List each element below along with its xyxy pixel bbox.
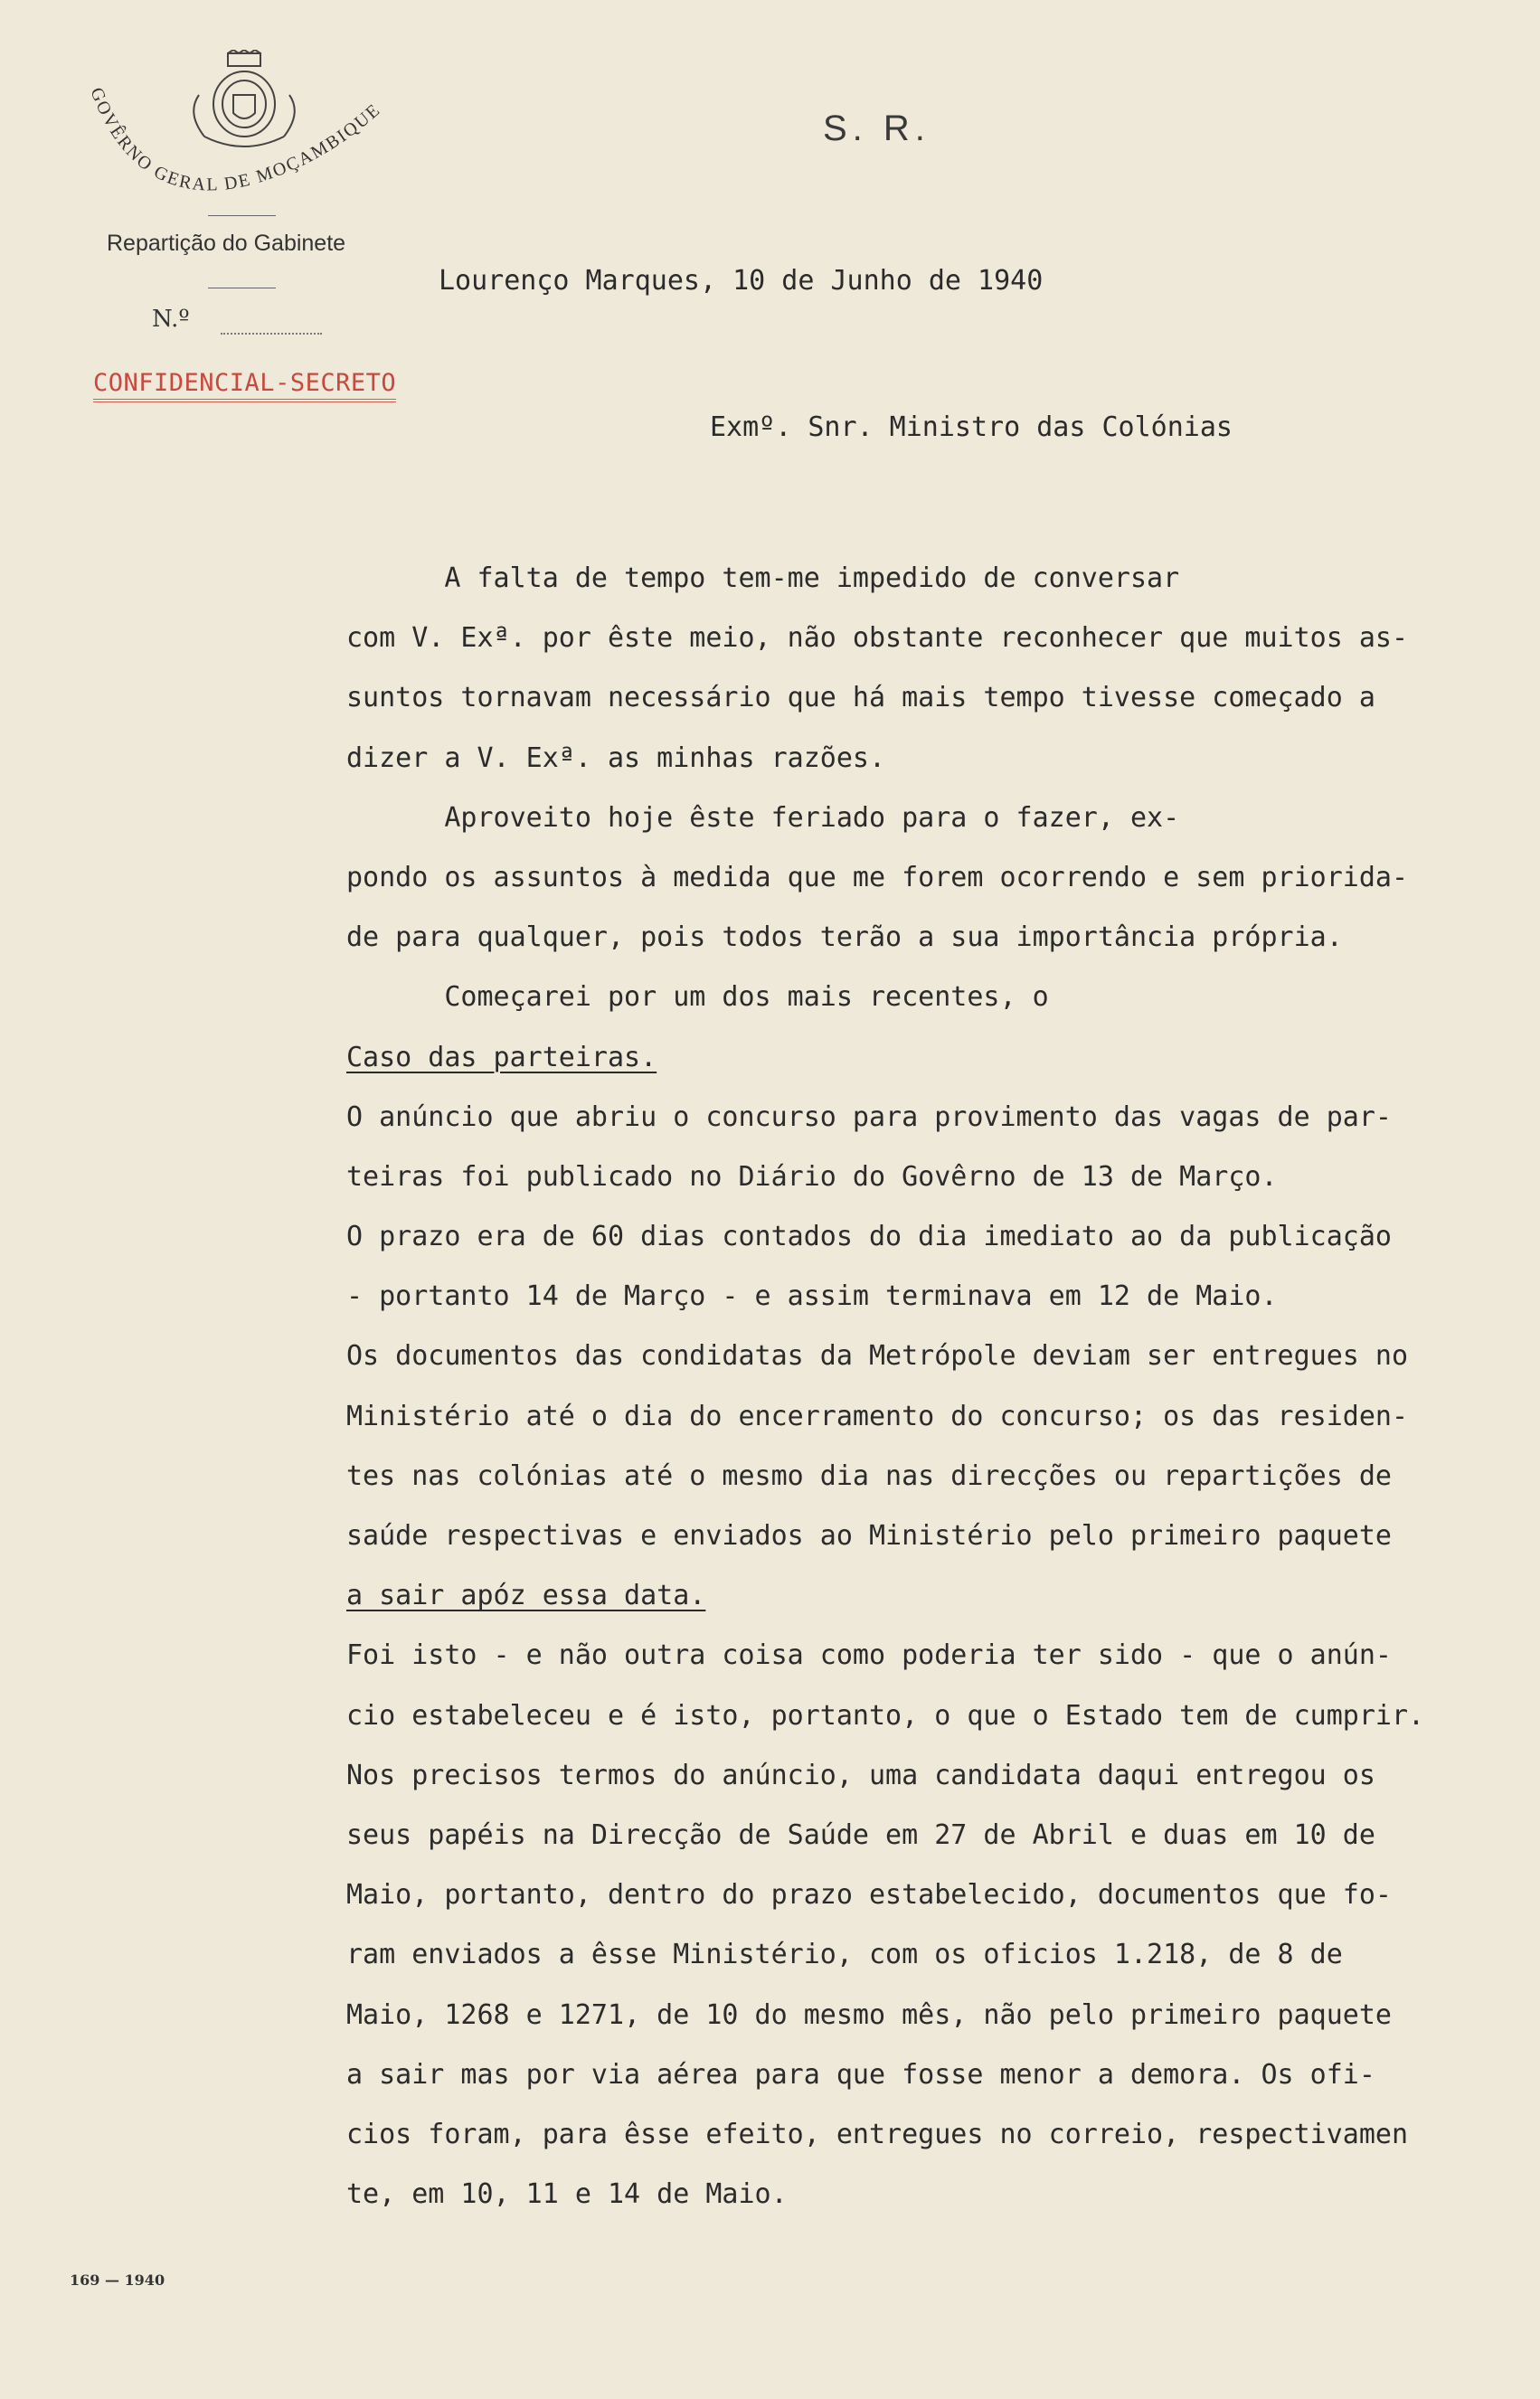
addressee-line: Exmº. Snr. Ministro das Colónias (710, 411, 1233, 443)
form-code: 169 — 1940 (70, 2271, 165, 2289)
body-line: de para qualquer, pois todos terão a sua importância própria. (346, 921, 1343, 954)
body-line: Ministério até o dia do encerramento do concurso; os das residen- (346, 1400, 1408, 1432)
letterhead-arc-text (54, 54, 434, 253)
body-line: te, em 10, 11 e 14 de Maio. (346, 2178, 788, 2211)
svg-text:GOVÊRNO GERAL DE MOÇAMBIQUE (86, 85, 384, 195)
body-line (346, 1573, 1522, 1633)
divider-line (208, 215, 276, 216)
body-line: Começarei por um dos mais recentes, o (346, 981, 1049, 1014)
body-line: a sair mas por via aérea para que fosse menor a demora. Os ofi- (346, 2058, 1375, 2091)
body-line: Os documentos das condidatas da Metrópole deviam ser entregues no (346, 1340, 1408, 1373)
body-line: suntos tornavam necessário que há mais tempo tivesse começado a (346, 682, 1375, 714)
body-line: Maio, 1268 e 1271, de 10 do mesmo mês, não pelo primeiro paquete (346, 1998, 1392, 2031)
sr-heading: S. R. (823, 109, 931, 148)
body-line: Maio, portanto, dentro do prazo estabelecido, documentos que fo- (346, 1879, 1392, 1912)
body-line: cios foram, para êsse efeito, entregues no correio, respectivamen (346, 2118, 1408, 2150)
body-line: Nos precisos termos do anúncio, uma candidata daqui entregou os (346, 1759, 1375, 1791)
classification-stamp: CONFIDENCIAL-SECRETO (93, 369, 396, 402)
numero-label: N.º (152, 306, 190, 333)
department-label: Repartição do Gabinete (107, 231, 346, 256)
letterhead-arc-label: GOVÊRNO GERAL DE MOÇAMBIQUE (86, 84, 385, 195)
letter-body (346, 556, 1522, 2232)
body-line: cio estabeleceu e é isto, portanto, o que o Estado tem de cumprir. (346, 1699, 1425, 1732)
body-line: ram enviados a êsse Ministério, com os oficios 1.218, de 8 de (346, 1939, 1343, 1971)
body-line: tes nas colónias até o mesmo dia nas direcções ou repartições de (346, 1459, 1392, 1492)
body-line: - portanto 14 de Março - e assim terminava em 12 de Maio. (346, 1280, 1278, 1313)
numero-blank-line (221, 333, 322, 335)
body-line: dizer a V. Exª. as minhas razões. (346, 741, 886, 774)
body-line: com V. Exª. por êste meio, não obstante reconhecer que muitos as- (346, 622, 1408, 655)
body-line: saúde respectivas e enviados ao Ministério pelo primeiro paquete (346, 1520, 1392, 1552)
body-line: Aproveito hoje êste feriado para o fazer, ex- (346, 801, 1180, 834)
body-line: O anúncio que abriu o concurso para provimento das vagas de par- (346, 1100, 1392, 1133)
body-line: A falta de tempo tem-me impedido de conversar (346, 562, 1180, 594)
body-line: pondo os assuntos à medida que me forem ocorrendo e sem priorida- (346, 861, 1408, 893)
body-line: seus papéis na Direcção de Saúde em 27 de Abril e duas em 10 de (346, 1818, 1375, 1851)
body-line: teiras foi publicado no Diário do Govêrno de 13 de Março. (346, 1160, 1278, 1193)
body-line: O prazo era de 60 dias contados do dia imediato ao da publicação (346, 1221, 1392, 1253)
section-heading (346, 1035, 1522, 1095)
date-line: Lourenço Marques, 10 de Junho de 1940 (439, 265, 1044, 297)
underlined-text: a sair apóz essa data. (346, 1580, 706, 1612)
section-heading-text: Caso das parteiras. (346, 1041, 657, 1073)
body-line: Foi isto - e não outra coisa como poderia ter sido - que o anún- (346, 1639, 1392, 1672)
